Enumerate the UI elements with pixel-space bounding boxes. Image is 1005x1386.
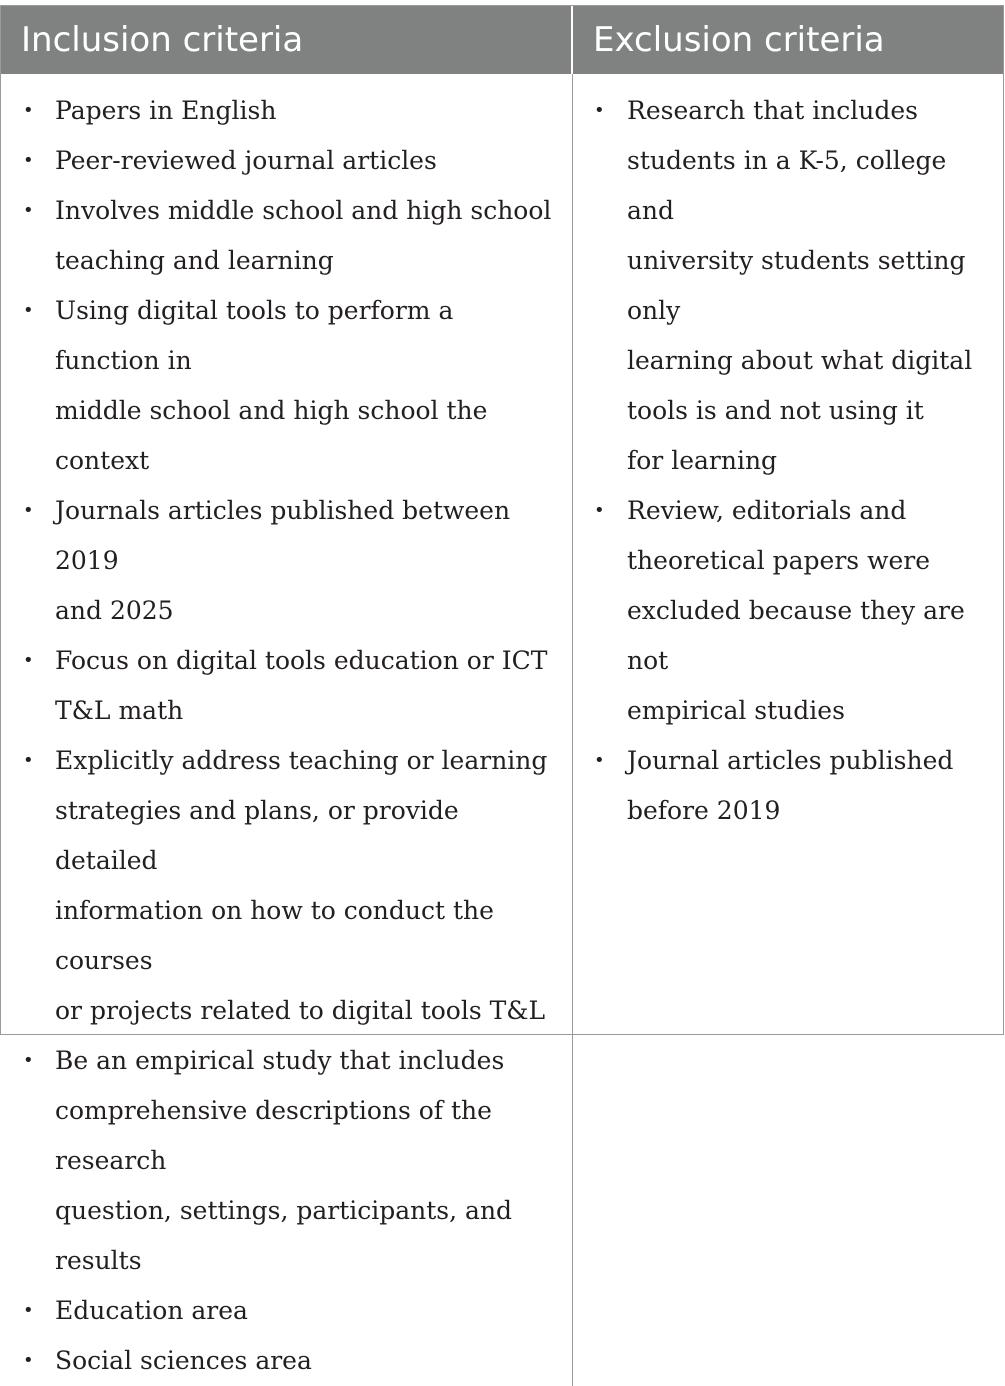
inclusion-criterion [1,486,572,636]
criteria-line: students in a K-5, college and [627,146,947,225]
inclusion-criterion [1,636,572,736]
table-body-row [1,74,1003,1386]
criteria-line: teaching and learning [55,246,334,275]
bullet-icon: • [23,1300,34,1321]
criteria-line: and 2025 [55,596,174,625]
bullet-icon: • [23,1050,34,1071]
criteria-line: excluded because they are not [627,596,965,675]
criteria-line: Explicitly address teaching or learning [55,746,548,775]
criteria-line: information on how to conduct the courses [55,896,494,975]
inclusion-criteria-cell [1,74,573,1386]
criteria-line: Be an empirical study that includes [55,1046,505,1075]
inclusion-criterion [1,186,572,286]
criteria-line: Focus on digital tools education or ICT [55,646,548,675]
bullet-icon: • [23,650,34,671]
criteria-line: Social sciences area [55,1346,312,1375]
bullet-icon: • [23,750,34,771]
bullet-icon: • [23,150,34,171]
bullet-icon: • [594,750,605,771]
table-header-row [1,6,1003,74]
criteria-line: Review, editorials and [627,496,907,525]
exclusion-criterion [573,736,1003,836]
criteria-line: Using digital tools to perform a function in [55,296,454,375]
criteria-line: strategies and plans, or provide detailed [55,796,459,875]
criteria-line: before 2019 [627,796,781,825]
criteria-line: Research that includes [627,96,919,125]
criteria-line: for learning [627,446,778,475]
bullet-icon: • [23,500,34,521]
criteria-line: Journal articles published [627,746,954,775]
criteria-line: Education area [55,1296,248,1325]
bullet-icon: • [23,100,34,121]
criteria-line: university students setting only [627,246,966,325]
inclusion-criterion [1,286,572,486]
criteria-line: tools is and not using it [627,396,924,425]
criteria-table [0,5,1004,1375]
inclusion-criterion [1,736,572,1036]
inclusion-criterion [1,136,572,186]
bullet-icon: • [594,500,605,521]
exclusion-criterion [573,86,1003,486]
criteria-line: middle school and high school the context [55,396,488,475]
bullet-icon: • [23,1350,34,1371]
criteria-line: question, settings, participants, and results [55,1196,513,1275]
exclusion-criteria-cell [573,74,1003,1386]
bullet-icon: • [23,300,34,321]
criteria-line: comprehensive descriptions of the research [55,1096,492,1175]
criteria-line: Papers in English [55,96,277,125]
exclusion-criterion [573,486,1003,736]
bullet-icon: • [594,100,605,121]
inclusion-criterion [1,1336,572,1386]
criteria-line: learning about what digital [627,346,973,375]
criteria-line: Journals articles published between 2019 [55,496,511,575]
inclusion-criteria-list [1,86,572,1386]
criteria-line: theoretical papers were [627,546,931,575]
bullet-icon: • [23,200,34,221]
inclusion-criterion [1,1286,572,1336]
criteria-line: Involves middle school and high school [55,196,552,225]
criteria-line: empirical studies [627,696,845,725]
exclusion-criteria-list [573,86,1003,836]
inclusion-criteria-header: Inclusion criteria [1,6,573,74]
criteria-line: Peer-reviewed journal articles [55,146,437,175]
exclusion-criteria-header: Exclusion criteria [593,20,885,60]
inclusion-criterion [1,86,572,136]
criteria-line: T&L math [55,696,184,725]
criteria-line: or projects related to digital tools T&L [55,996,546,1025]
inclusion-criterion [1,1036,572,1286]
